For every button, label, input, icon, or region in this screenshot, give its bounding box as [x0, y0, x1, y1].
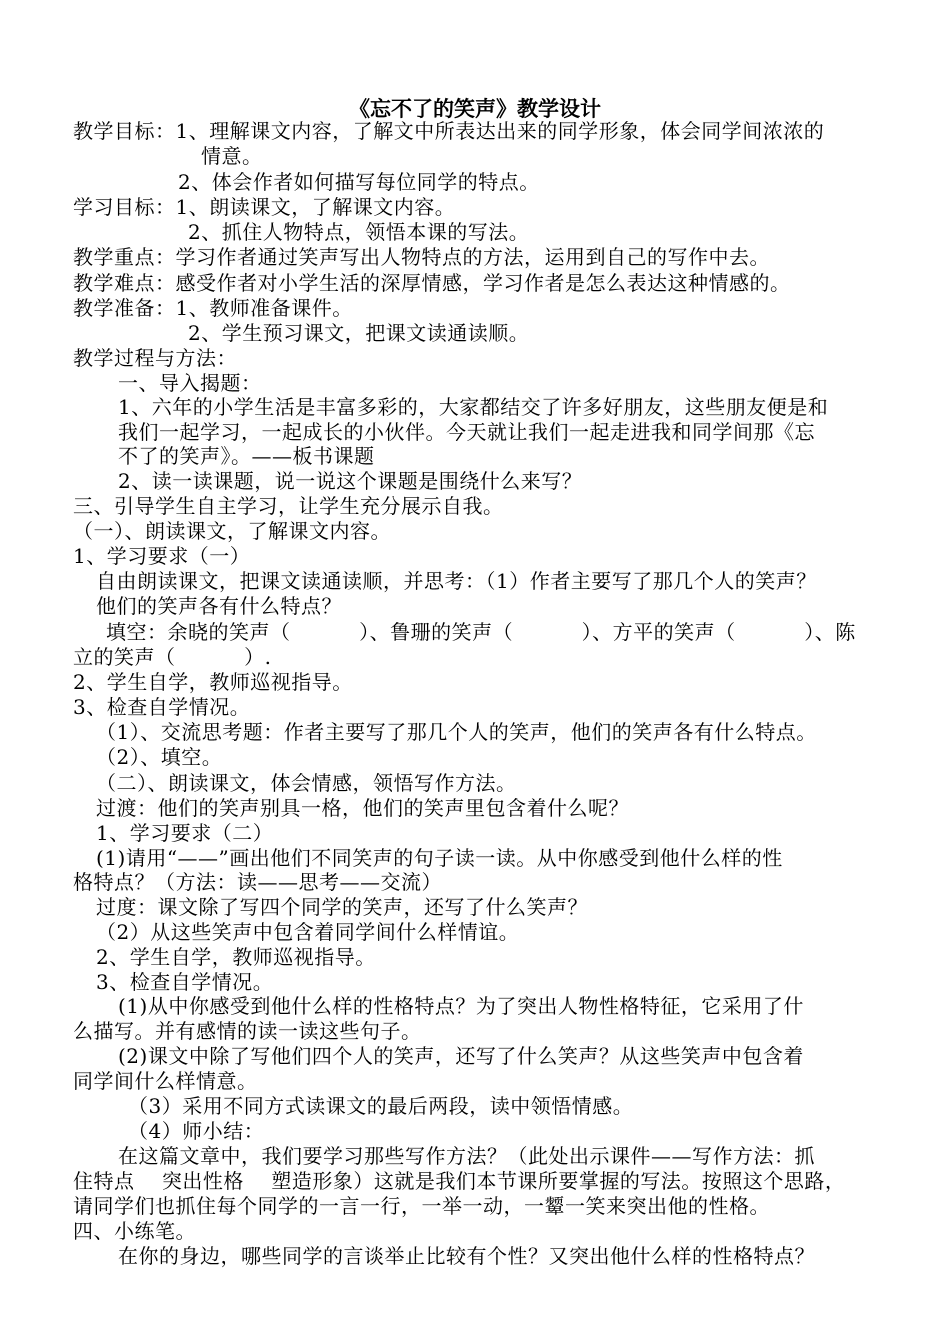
text-line: （1）、交流思考题：作者主要写了那几个人的笑声，他们的笑声各有什么特点。 [96, 720, 817, 744]
text-line: （一）、朗读课文，了解课文内容。 [73, 519, 391, 543]
text-line: 请同学们也抓住每个同学的一言一行，一举一动，一颦一笑来突出他的性格。 [73, 1194, 770, 1218]
text-line: （3）采用不同方式读课文的最后两段，读中领悟情感。 [128, 1094, 634, 1118]
text-line: 2、抓住人物特点，领悟本课的写法。 [188, 220, 530, 244]
text-line: 么描写。并有感情的读一读这些句子。 [73, 1019, 422, 1043]
text-line: （2）、填空。 [96, 745, 223, 769]
text-line: 教学目标：1、理解课文内容，了解文中所表达出来的同学形象，体会同学间浓浓的 [73, 119, 825, 143]
text-line: 一、导入揭题： [118, 371, 262, 395]
text-line: 在这篇文章中，我们要学习那些写作方法？（此处出示课件——写作方法：抓 [118, 1144, 815, 1168]
text-line: 住特点 突出性格 塑造形象）这就是我们本节课所要掌握的写法。按照这个思路， [73, 1169, 846, 1193]
text-line: 过渡：他们的笑声别具一格，他们的笑声里包含着什么呢？ [96, 796, 629, 820]
text-line: 不了的笑声》。——板书课题 [118, 444, 375, 468]
text-line: 教学过程与方法： [73, 346, 237, 370]
text-line: 2、学生预习课文，把课文读通读顺。 [188, 321, 530, 345]
text-line: 情意。 [201, 144, 263, 168]
text-line: 自由朗读课文，把课文读通读顺，并思考：（1）作者主要写了那几个人的笑声？ [96, 569, 817, 593]
text-line: 1、学习要求（二） [96, 821, 274, 845]
text-line: 在你的身边，哪些同学的言谈举止比较有个性？又突出他什么样的性格特点？ [118, 1244, 815, 1268]
text-line: 教学准备：1、教师准备课件。 [73, 296, 353, 320]
text-line: （2）从这些笑声中包含着同学间什么样情谊。 [96, 920, 520, 944]
text-line: 三、引导学生自主学习，让学生充分展示自我。 [73, 494, 504, 518]
text-line: (1)请用“——”画出他们不同笑声的句子读一读。从中你感受到他什么样的性 [96, 846, 783, 870]
text-line: 格特点？（方法：读——思考——交流） [73, 870, 442, 894]
text-line: （二）、朗读课文，体会情感，领悟写作方法。 [96, 771, 517, 795]
text-line: 2、体会作者如何描写每位同学的特点。 [178, 170, 540, 194]
text-line: 立的笑声（ ）. [73, 645, 272, 669]
text-line: 3、检查自学情况。 [73, 695, 251, 719]
text-line: 2、读一读课题，说一说这个课题是围绕什么来写？ [118, 469, 583, 493]
text-line: 2、学生自学，教师巡视指导。 [96, 945, 376, 969]
text-line: 同学间什么样情意。 [73, 1069, 258, 1093]
text-line: 我们一起学习，一起成长的小伙伴。今天就让我们一起走进我和同学间那《忘 [118, 420, 815, 444]
document-title: 《忘不了的笑声》教学设计 [349, 97, 601, 121]
text-line: 四、小练笔。 [73, 1219, 196, 1243]
text-line: 2、学生自学，教师巡视指导。 [73, 670, 353, 694]
text-line: （4）师小结： [128, 1119, 265, 1143]
text-line: 填空：余晓的笑声（ ）、鲁珊的笑声（ ）、方平的笑声（ ）、陈 [106, 620, 856, 644]
text-line: 教学重点：学习作者通过笑声写出人物特点的方法，运用到自己的写作中去。 [73, 245, 770, 269]
text-line: 1、学习要求（一） [73, 544, 251, 568]
text-line: 3、检查自学情况。 [96, 970, 274, 994]
text-line: 学习目标：1、朗读课文，了解课文内容。 [73, 195, 456, 219]
text-line: (1)从中你感受到他什么样的性格特点？为了突出人物性格特征，它采用了什 [118, 994, 804, 1018]
text-line: 过度：课文除了写四个同学的笑声，还写了什么笑声？ [96, 895, 588, 919]
text-line: 他们的笑声各有什么特点？ [96, 594, 342, 618]
text-line: 1、六年的小学生活是丰富多彩的，大家都结交了许多好朋友，这些朋友便是和 [118, 395, 829, 419]
text-line: 教学难点：感受作者对小学生活的深厚情感，学习作者是怎么表达这种情感的。 [73, 271, 791, 295]
text-line: (2)课文中除了写他们四个人的笑声，还写了什么笑声？从这些笑声中包含着 [118, 1044, 804, 1068]
